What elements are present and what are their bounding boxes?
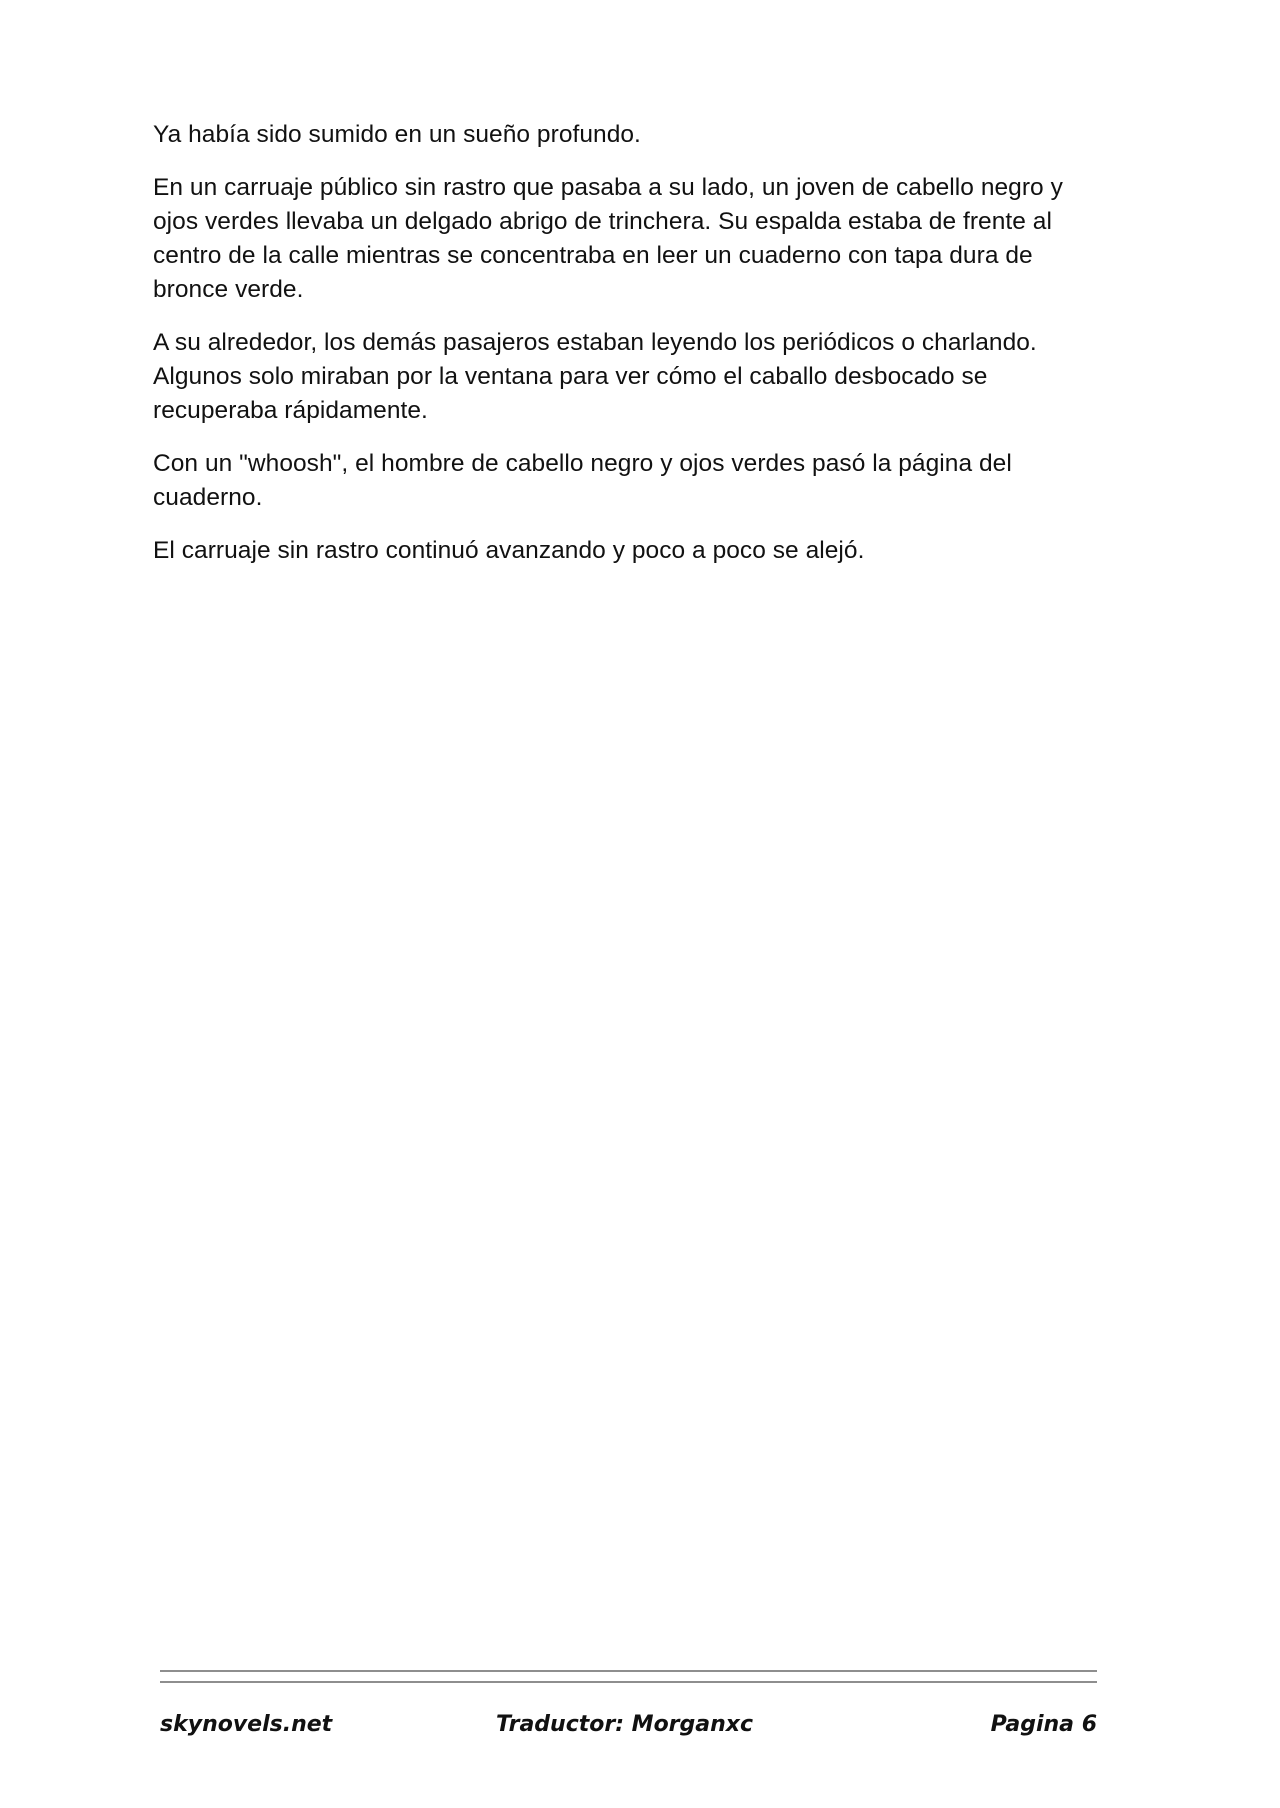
paragraph-1: Ya había sido sumido en un sueño profundo. bbox=[153, 121, 641, 148]
footer-page-number: Pagina 6 bbox=[990, 1712, 1097, 1737]
footer-divider-top bbox=[160, 1670, 1097, 1672]
footer-site: skynovels.net bbox=[160, 1712, 333, 1737]
paragraph-3: A su alrededor, los demás pasajeros estaban leyendo los periódicos o charlando. Algunos solo miraban por la ventana para ver cómo el caballo desbocado se recuperaba rápidamente. bbox=[153, 329, 1037, 424]
paragraph-2: En un carruaje público sin rastro que pasaba a su lado, un joven de cabello negro y ojos verdes llevaba un delgado abrigo de trinchera. Su espalda estaba de frente al centro de la calle mientras se concentraba en leer un cuaderno con tapa dura de bronce verde. bbox=[153, 174, 1063, 303]
page-body bbox=[153, 118, 1103, 587]
footer-translator: Traductor: Morganxc bbox=[496, 1712, 754, 1737]
footer-divider-bottom bbox=[160, 1681, 1097, 1683]
paragraph-5: El carruaje sin rastro continuó avanzando y poco a poco se alejó. bbox=[153, 537, 865, 564]
page-footer bbox=[160, 1712, 1097, 1748]
paragraph-4: Con un "whoosh", el hombre de cabello negro y ojos verdes pasó la página del cuaderno. bbox=[153, 450, 1012, 511]
